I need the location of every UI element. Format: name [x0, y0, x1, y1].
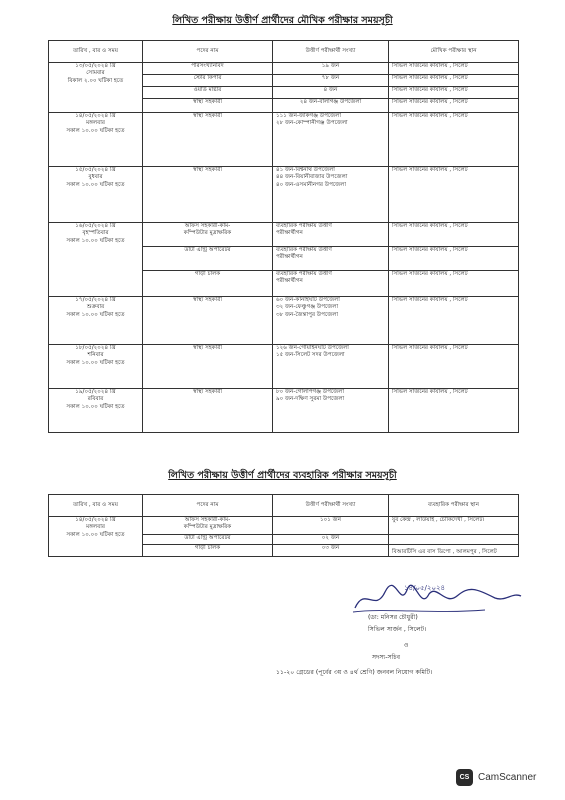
post-cell — [143, 271, 273, 297]
table-row — [49, 389, 519, 433]
venue-cell — [389, 297, 519, 345]
post-cell — [143, 113, 273, 167]
header-venue: মৌখিক পরীক্ষার স্থান — [389, 41, 519, 63]
venue-cell — [389, 247, 519, 271]
count-cell — [273, 99, 389, 113]
venue-cell — [389, 167, 519, 223]
post-line: অফিস সহকারী-কাম- — [184, 517, 231, 523]
post-cell — [143, 389, 273, 433]
post-line: ডাটা এন্ট্রি অপারেটর — [184, 247, 231, 253]
date-line: ১৭/০৫/২০২৪ খ্রি — [75, 297, 116, 303]
count-line: ৪১ জন-বিশ্বনাথ উপজেলা — [276, 167, 335, 173]
date-line: ১৪/০৫/২০২৪ খ্রি — [75, 113, 116, 119]
date-line: বুধবার — [88, 174, 103, 181]
viva-schedule-table — [48, 40, 519, 433]
count-line: ১২৬ জন-গোয়াইনঘাট উপজেলা — [276, 345, 349, 351]
count-cell — [273, 113, 389, 167]
post-cell — [143, 545, 273, 557]
date-line: মঙ্গলবার — [86, 120, 105, 127]
post-cell — [143, 167, 273, 223]
count-line: ৪ জন — [323, 87, 338, 93]
count-line: ব্যবহারিক পরীক্ষায় উত্তীর্ণ — [276, 223, 332, 229]
count-cell — [273, 247, 389, 271]
post-cell — [143, 535, 273, 545]
table-row — [49, 517, 519, 535]
viva-table-header — [49, 41, 519, 63]
date-line: সকাল ১০.০০ ঘটিকা হতে — [66, 127, 125, 134]
count-line: ২৮ জন-কোম্পানীগঞ্জ উপজেলা — [276, 120, 348, 127]
signatory-name: (ডা: মনিসর চৌধুরী) — [368, 614, 418, 621]
date-line: ১৮/০৫/২০২৪ খ্রি — [75, 345, 116, 351]
venue-line: সিভিল সার্জনের কার্যালয় , সিলেট — [392, 247, 468, 253]
count-cell — [273, 167, 389, 223]
signature-and: ও — [404, 642, 409, 649]
post-cell — [143, 75, 273, 87]
venue-cell — [389, 87, 519, 99]
date-line: সোমবার — [86, 70, 105, 77]
signatory-designation: সিভিল সার্জন , সিলেট। — [368, 626, 427, 633]
date-line: সকাল ১০.০০ ঘটিকা হতে — [66, 311, 125, 318]
venue-cell — [389, 75, 519, 87]
post-line: ওয়ার্ড মাষ্টার — [193, 87, 222, 93]
count-cell — [273, 297, 389, 345]
header-count: উত্তীর্ণ পরীক্ষার্থী সংখ্যা — [273, 41, 389, 63]
post-line: স্বাস্থ্য সহকারী — [193, 167, 222, 173]
count-cell — [273, 75, 389, 87]
count-cell — [273, 389, 389, 433]
venue-line: যুব কেন্দ্র , লাউয়াই , চৌকিদেখী , সিলেট। — [392, 517, 485, 523]
camscanner-watermark — [456, 769, 536, 786]
count-line: পরীক্ষার্থীগন — [276, 278, 303, 285]
venue-line: সিভিল সার্জনের কার্যালয় , সিলেট — [392, 389, 468, 395]
table-row — [49, 297, 519, 345]
count-cell: ০৩ জন — [273, 545, 389, 557]
venue-line: সিভিল সার্জনের কার্যালয় , সিলেট — [392, 99, 468, 105]
count-cell — [273, 271, 389, 297]
count-cell — [273, 223, 389, 247]
post-line: অফিস সহকারী-কাম- — [184, 223, 231, 229]
count-line: ১৫ জন-সিলেট সদর উপজেলা — [276, 352, 345, 359]
viva-schedule-title: লিখিত পরীক্ষায় উত্তীর্ণ প্রার্থীদের মৌখিক পরীক্ষার সময়সূচী — [172, 15, 393, 26]
count-cell: ১০১ জন — [273, 517, 389, 535]
header-date: তারিখ , বার ও সময় — [49, 41, 143, 63]
count-line: ব্যবহারিক পরীক্ষায় উত্তীর্ণ — [276, 247, 332, 253]
table-row — [49, 113, 519, 167]
post-line: স্বাস্থ্য সহকারী — [193, 345, 222, 351]
practical-schedule-title: লিখিত পরীক্ষায় উত্তীর্ণ প্রার্থীদের ব্যবহারিক পরীক্ষার সময়সূচী — [168, 470, 397, 481]
date-line: ১৫/০৫/২০২৪ খ্রি — [75, 167, 116, 173]
venue-cell — [389, 389, 519, 433]
venue-line: সিভিল সার্জনের কার্যালয় , সিলেট — [392, 113, 468, 119]
venue-cell — [389, 113, 519, 167]
venue-line: সিভিল সার্জনের কার্যালয় , সিলেট — [392, 63, 468, 69]
header-date: তারিখ , বার ও সময় — [49, 495, 143, 517]
post-cell — [143, 297, 273, 345]
header-venue: ব্যবহারিক পরীক্ষার স্থান — [389, 495, 519, 517]
date-cell — [49, 297, 143, 345]
date-cell — [49, 389, 143, 433]
table-row — [49, 63, 519, 75]
date-cell — [49, 223, 143, 297]
date-line: ১৩/০৫/২০২৪ খ্রি — [75, 63, 116, 69]
header-post: পদের নাম — [143, 41, 273, 63]
header-post: পদের নাম — [143, 495, 273, 517]
venue-line: সিভিল সার্জনের কার্যালয় , সিলেট — [392, 271, 468, 277]
venue-line: সিভিল সার্জনের কার্যালয় , সিলেট — [392, 223, 468, 229]
count-cell — [273, 345, 389, 389]
date-cell — [49, 113, 143, 167]
venue-cell — [389, 535, 519, 545]
count-cell — [273, 63, 389, 75]
date-line: সকাল ১০.০০ ঘটিকা হতে — [66, 403, 125, 410]
venue-line: সিভিল সার্জনের কার্যালয় , সিলেট — [392, 87, 468, 93]
table-row — [49, 345, 519, 389]
venue-line: সিভিল সার্জনের কার্যালয় , সিলেট — [392, 345, 468, 351]
date-cell — [49, 345, 143, 389]
camscanner-label: CamScanner — [478, 772, 537, 783]
date-line: মঙ্গলবার — [86, 524, 105, 531]
venue-cell — [389, 63, 519, 75]
recruitment-committee: ১১-২০ গ্রেডের (পূর্বের ৩য় ও ৪র্থ শ্রেণি) জনবল নিয়োগ কমিটি। — [276, 669, 433, 676]
post-line: স্টোর কিপার — [193, 75, 222, 81]
date-line: বৃহস্পতিবার — [82, 230, 109, 237]
venue-cell — [389, 545, 519, 557]
count-line: পরীক্ষার্থীগন — [276, 254, 303, 261]
venue-cell — [389, 271, 519, 297]
date-line: বিকাল ২.০০ ঘটিকা হতে — [67, 77, 124, 84]
count-line: ৯০ জন-দক্ষিণ সুরমা উপজেলা — [276, 396, 345, 403]
post-line: গাড়ী চালক — [194, 545, 221, 551]
venue-cell — [389, 345, 519, 389]
header-count: উত্তীর্ণ পরীক্ষার্থী সংখ্যা — [273, 495, 389, 517]
count-line: ৪০ জন-ওসমানীনগর উপজেলা — [276, 181, 346, 188]
post-line: স্বাস্থ্য সহকারী — [193, 297, 222, 303]
count-line: ১৯ জন — [321, 63, 340, 69]
date-line: শনিবার — [87, 352, 104, 359]
post-cell — [143, 63, 273, 75]
venue-line: সিভিল সার্জনের কার্যালয় , সিলেট — [392, 167, 468, 173]
count-line: ৬০ জন-কানাইঘাট উপজেলা — [276, 297, 340, 303]
signatory-member-secretary: সদস্য-সচিব — [372, 654, 401, 661]
date-line: ১৬/০৫/২০২৪ খ্রি — [75, 223, 116, 229]
count-line: ৮০ জন-গোলাপগঞ্জ উপজেলা — [276, 389, 344, 395]
date-cell — [49, 167, 143, 223]
venue-cell — [389, 223, 519, 247]
post-line: স্বাস্থ্য সহকারী — [193, 389, 222, 395]
count-line: পরীক্ষার্থীগন — [276, 230, 303, 237]
post-cell — [143, 223, 273, 247]
venue-cell — [389, 99, 519, 113]
count-cell: ০২ জন — [273, 535, 389, 545]
table-row — [49, 167, 519, 223]
post-line: গাড়ী চালক — [194, 271, 221, 277]
date-cell — [49, 517, 143, 557]
post-line: কম্পিউটার মুদ্রাক্ষরিক — [183, 230, 232, 237]
camscanner-logo-icon: CS — [456, 769, 473, 786]
count-line: ৪৪ জন-বিয়ানীবাজার উপজেলা — [276, 174, 348, 181]
date-line: শুক্রবার — [86, 304, 105, 311]
post-cell — [143, 87, 273, 99]
post-line: পরিসংখ্যানবিদ — [191, 63, 224, 69]
post-cell — [143, 99, 273, 113]
venue-line: বিআরটিসি এর বাস ডিপো , আলমপুর , সিলেট — [392, 548, 497, 555]
venue-line: সিভিল সার্জনের কার্যালয় , সিলেট — [392, 297, 468, 303]
venue-cell — [389, 517, 519, 535]
practical-schedule-table — [48, 494, 519, 557]
date-line: সকাল ১০.০০ ঘটিকা হতে — [66, 531, 125, 538]
date-line: রবিবার — [87, 396, 104, 403]
count-line: ২৪ জন-বালাগঞ্জ উপজেলা — [299, 99, 362, 105]
count-line: ১১১ জন-জকিগঞ্জ উপজেলা — [276, 113, 341, 119]
count-line: ৭৮ জন — [321, 75, 340, 81]
post-cell — [143, 517, 273, 535]
date-line: সকাল ১০.০০ ঘটিকা হতে — [66, 237, 125, 244]
date-line: সকাল ১০.০০ ঘটিকা হতে — [66, 181, 125, 188]
post-line: ডাটা এন্ট্রি অপারেটর — [184, 535, 231, 541]
count-line: ৩৮ জন-জৈন্তাপুর উপজেলা — [276, 311, 339, 318]
table-row — [49, 223, 519, 247]
post-cell — [143, 247, 273, 271]
count-line: ৩২ জন-ফেঞ্চুগঞ্জ উপজেলা — [276, 304, 339, 311]
post-line: স্বাস্থ্য সহকারী — [193, 99, 222, 105]
count-cell — [273, 87, 389, 99]
practical-table-header — [49, 495, 519, 517]
post-cell — [143, 345, 273, 389]
date-line: ১৯/০৫/২০২৪ খ্রি — [75, 389, 116, 395]
date-cell — [49, 63, 143, 113]
date-line: ১৪/০৫/২০২৪ খ্রি — [75, 517, 116, 523]
post-line: কম্পিউটার মুদ্রাক্ষরিক — [183, 524, 232, 531]
date-line: সকাল ১০.০০ ঘটিকা হতে — [66, 359, 125, 366]
post-line: স্বাস্থ্য সহকারী — [193, 113, 222, 119]
count-line: ব্যবহারিক পরীক্ষায় উত্তীর্ণ — [276, 271, 332, 277]
signature-handwritten-date: ১৪/০৫/২০২৪ — [404, 584, 446, 592]
venue-line: সিভিল সার্জনের কার্যালয় , সিলেট — [392, 75, 468, 81]
